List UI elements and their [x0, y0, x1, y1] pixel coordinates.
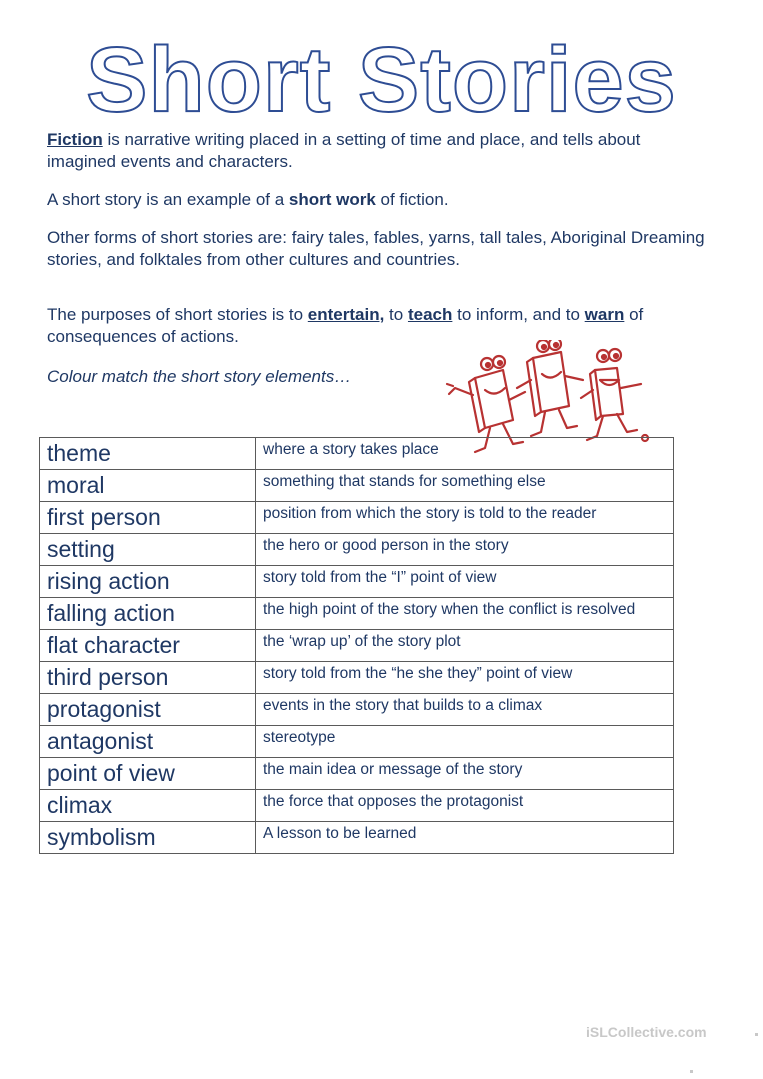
- table-row: [40, 598, 674, 630]
- example-bold: short work: [288, 190, 376, 209]
- term-cell: third person: [40, 662, 256, 694]
- purpose-text-3: to inform, and to: [452, 305, 585, 324]
- table-row: [40, 758, 674, 790]
- term-cell: falling action: [40, 598, 256, 630]
- example-text-after: of fiction.: [375, 190, 449, 209]
- definition-cell: story told from the “I” point of view: [256, 566, 674, 598]
- instruction: Colour match the short story elements…: [47, 367, 352, 386]
- table-row: [40, 726, 674, 758]
- term-cell: setting: [40, 534, 256, 566]
- watermark: iSLCollective.com: [586, 1024, 707, 1040]
- table-row: [40, 822, 674, 854]
- term-cell: antagonist: [40, 726, 256, 758]
- table-row: [40, 438, 674, 470]
- term-cell: theme: [40, 438, 256, 470]
- matching-table: [39, 437, 674, 854]
- definition-cell: the high point of the story when the conflict is resolved: [256, 598, 674, 630]
- footer-dot: [690, 1070, 693, 1073]
- short-story-example: [47, 189, 707, 211]
- table-row: [40, 662, 674, 694]
- book-middle-icon: [517, 340, 583, 436]
- fiction-term: Fiction: [47, 130, 103, 149]
- definition-cell: events in the story that builds to a climax: [256, 694, 674, 726]
- table-row: [40, 534, 674, 566]
- purpose-entertain: entertain,: [307, 305, 385, 324]
- table-row: [40, 502, 674, 534]
- definition-cell: the main idea or message of the story: [256, 758, 674, 790]
- footer-dot: [755, 1033, 758, 1036]
- term-cell: point of view: [40, 758, 256, 790]
- definition-cell: the ‘wrap up’ of the story plot: [256, 630, 674, 662]
- fiction-definition-text: is narrative writing placed in a setting of time and place, and tells about imagined events and characters.: [47, 130, 641, 171]
- other-forms: Other forms of short stories are: fairy tales, fables, yarns, tall tales, Aboriginal Dreaming stories, and folktales from other cultures and countries.: [47, 228, 705, 269]
- table-row: [40, 694, 674, 726]
- page-title: Short Stories: [86, 29, 677, 131]
- definition-cell: the force that opposes the protagonist: [256, 790, 674, 822]
- definition-cell: A lesson to be learned: [256, 822, 674, 854]
- purpose-text-4: of consequences of actions.: [47, 305, 644, 346]
- term-cell: first person: [40, 502, 256, 534]
- definition-cell: something that stands for something else: [256, 470, 674, 502]
- term-cell: moral: [40, 470, 256, 502]
- term-cell: flat character: [40, 630, 256, 662]
- table-row: [40, 566, 674, 598]
- definition-cell: story told from the “he she they” point of view: [256, 662, 674, 694]
- example-text-before: A short story is an example of a: [47, 190, 289, 209]
- definition-cell: the hero or good person in the story: [256, 534, 674, 566]
- purpose-teach: teach: [407, 305, 453, 324]
- table-row: [40, 790, 674, 822]
- fiction-definition: [47, 129, 707, 173]
- term-cell: protagonist: [40, 694, 256, 726]
- term-cell: climax: [40, 790, 256, 822]
- term-cell: symbolism: [40, 822, 256, 854]
- term-cell: rising action: [40, 566, 256, 598]
- book-right-icon: [581, 349, 648, 441]
- purpose-text-1: The purposes of short stories is to: [47, 305, 308, 324]
- table-row: [40, 630, 674, 662]
- purpose-warn: warn: [584, 305, 625, 324]
- table-row: [40, 470, 674, 502]
- definition-cell: where a story takes place: [256, 438, 674, 470]
- definition-cell: stereotype: [256, 726, 674, 758]
- purpose-text-2: to: [384, 305, 408, 324]
- definition-cell: position from which the story is told to the reader: [256, 502, 674, 534]
